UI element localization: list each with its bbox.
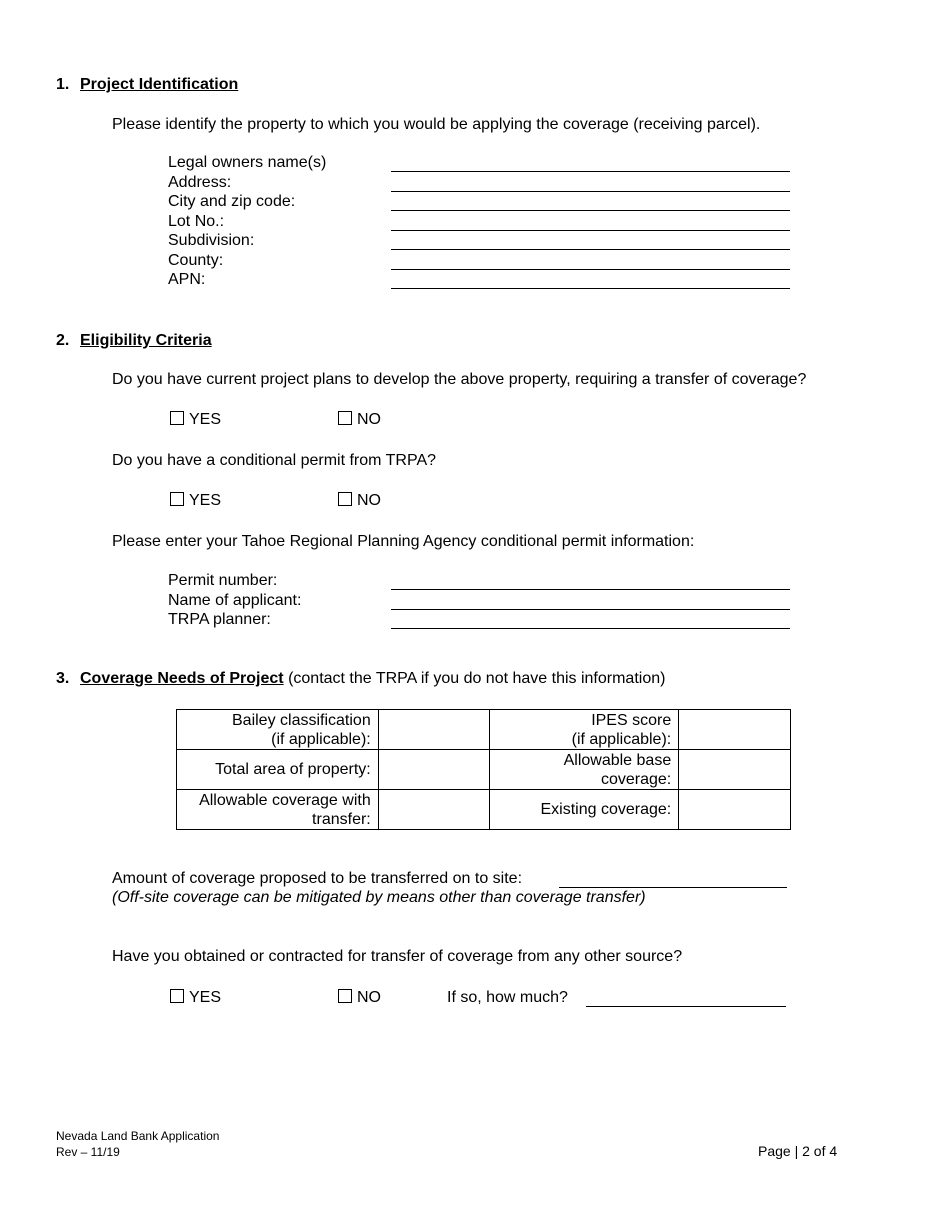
applicant-input-line[interactable] — [391, 609, 790, 610]
total-area-input[interactable] — [378, 750, 490, 790]
section-1-number: 1. — [56, 76, 70, 93]
checkbox-icon[interactable] — [338, 989, 352, 1003]
section-1-heading — [56, 75, 238, 95]
permit-no-option[interactable] — [338, 491, 381, 511]
permit-no-label: NO — [357, 492, 381, 509]
county-input-line[interactable] — [391, 269, 790, 270]
plans-no-option[interactable] — [338, 410, 381, 430]
other-source-yes-label: YES — [189, 989, 222, 1006]
checkbox-icon[interactable] — [170, 411, 184, 425]
checkbox-icon[interactable] — [170, 989, 184, 1003]
field-label-owners: Legal owners name(s) — [168, 154, 327, 171]
field-label-trpa-planner: TRPA planner: — [168, 611, 271, 628]
owners-input-line[interactable] — [391, 171, 790, 172]
section-3-number: 3. — [56, 670, 70, 687]
table-label-cell: Allowable coverage with transfer: — [177, 790, 379, 830]
section-3-note: (contact the TRPA if you do not have this information) — [283, 670, 666, 687]
field-label-city-zip: City and zip code: — [168, 193, 296, 210]
section-1-intro: Please identify the property to which you would be applying the coverage (receiving parcel). — [112, 116, 761, 133]
plans-no-label: NO — [357, 411, 381, 428]
field-label-county: County: — [168, 252, 224, 269]
table-label-cell: Bailey classification (if applicable): — [177, 710, 379, 750]
checkbox-icon[interactable] — [338, 411, 352, 425]
existing-coverage-input[interactable] — [679, 790, 791, 830]
amount-coverage-note: (Off-site coverage can be mitigated by means other than coverage transfer) — [112, 889, 646, 906]
field-label-lot: Lot No.: — [168, 213, 225, 230]
how-much-label: If so, how much? — [447, 989, 568, 1006]
permit-number-input-line[interactable] — [391, 589, 790, 590]
table-label-cell: Existing coverage: — [490, 790, 679, 830]
lot-input-line[interactable] — [391, 230, 790, 231]
field-label-subdivision: Subdivision: — [168, 232, 255, 249]
field-label-applicant: Name of applicant: — [168, 592, 302, 609]
table-label-cell: IPES score (if applicable): — [490, 710, 679, 750]
question-project-plans: Do you have current project plans to develop the above property, requiring a transfer of coverage? — [112, 371, 807, 388]
permit-yes-option[interactable] — [170, 491, 221, 511]
other-source-no-option[interactable] — [338, 988, 381, 1008]
address-input-line[interactable] — [391, 191, 790, 192]
question-conditional-permit: Do you have a conditional permit from TRPA? — [112, 452, 437, 469]
table-row — [177, 710, 791, 750]
footer-doc-name: Nevada Land Bank Application — [56, 1129, 220, 1143]
section-2-heading — [56, 331, 212, 351]
section-3-heading — [56, 669, 665, 689]
table-row — [177, 790, 791, 830]
permit-yes-label: YES — [189, 492, 222, 509]
amount-coverage-label: Amount of coverage proposed to be transferred on to site: — [112, 870, 523, 887]
coverage-table — [176, 709, 791, 830]
allowable-coverage-transfer-input[interactable] — [378, 790, 490, 830]
footer-revision: Rev – 11/19 — [56, 1145, 120, 1159]
apn-input-line[interactable] — [391, 288, 790, 289]
section-3-title: Coverage Needs of Project — [80, 670, 284, 687]
question-other-source: Have you obtained or contracted for transfer of coverage from any other source? — [112, 948, 683, 965]
section-2-title: Eligibility Criteria — [80, 332, 212, 349]
plans-yes-label: YES — [189, 411, 222, 428]
ipes-score-input[interactable] — [679, 710, 791, 750]
table-label-cell: Total area of property: — [177, 750, 379, 790]
city-zip-input-line[interactable] — [391, 210, 790, 211]
table-label-cell: Allowable base coverage: — [490, 750, 679, 790]
allowable-base-coverage-input[interactable] — [679, 750, 791, 790]
other-source-yes-option[interactable] — [170, 988, 221, 1008]
bailey-classification-input[interactable] — [378, 710, 490, 750]
field-label-permit-number: Permit number: — [168, 572, 278, 589]
subdivision-input-line[interactable] — [391, 249, 790, 250]
field-label-address: Address: — [168, 174, 232, 191]
section-1-title: Project Identification — [80, 76, 239, 93]
checkbox-icon[interactable] — [170, 492, 184, 506]
table-row — [177, 750, 791, 790]
field-label-apn: APN: — [168, 271, 206, 288]
other-source-no-label: NO — [357, 989, 381, 1006]
section-2-number: 2. — [56, 332, 70, 349]
checkbox-icon[interactable] — [338, 492, 352, 506]
footer-page-number: Page | 2 of 4 — [758, 1143, 838, 1159]
how-much-input-line[interactable] — [586, 1006, 786, 1007]
permit-info-instruction: Please enter your Tahoe Regional Planning Agency conditional permit information: — [112, 533, 695, 550]
trpa-planner-input-line[interactable] — [391, 628, 790, 629]
plans-yes-option[interactable] — [170, 410, 221, 430]
